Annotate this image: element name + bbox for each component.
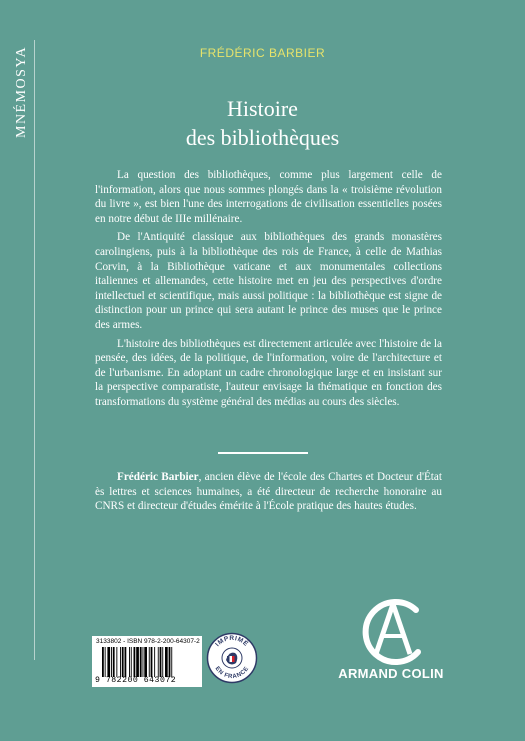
barcode-bar bbox=[136, 647, 139, 677]
stamp-top-text: IMPRIMÉ bbox=[214, 635, 250, 649]
blurb-paragraph: De l'Antiquité classique aux bibliothèques des grands monastères carolingiens, puis à la bibliothèque des rois de France, à celle de Mathias Corvin, à la Bibliothèque vaticane et aux monumentales collections italiennes et allemandes, cette histoire met en jeu des perspectives d'ordre intellectuel et scientifique, mais aussi politique : la bibliothèque est signe de distinction pour un prince qui sera autant le prince des muses que le prince des armes. bbox=[95, 231, 442, 331]
barcode-bar bbox=[154, 647, 155, 677]
publisher-name: ARMAND COLIN bbox=[338, 666, 444, 681]
barcode-bar bbox=[140, 647, 142, 677]
author-bio bbox=[95, 470, 442, 514]
stamp-bottom-text: EN FRANCE bbox=[213, 665, 251, 681]
blurb-paragraph: La question des bibliothèques, comme plus largement celle de l'information, alors que nous sommes plongés dans la « troisième révolution du livre », est bien l'une des interrogations de civilisation essentielles posées en notre début de IIIe millénaire. bbox=[95, 169, 442, 225]
blurb-paragraph: L'histoire des bibliothèques est directement articulée avec l'histoire de la pensée, des idées, de la politique, de l'information, voire de l'architecture et de l'urbanisme. En adoptant un cadre chronologique large et en insistant sur la perspective comparatiste, l'auteur envisage la thématique en fonction des transformations du système général des médias au cours des siècles. bbox=[95, 337, 442, 408]
isbn-line: 3133802 - ISBN 978-2-200-64307-2 bbox=[96, 638, 200, 645]
bio-text: , ancien élève de l'école des Chartes et Docteur d'État ès lettres et sciences humaines, a été directeur de recherche honoraire au CNRS et directeur d'études émérite à l'École pratique des hautes études. bbox=[95, 471, 442, 513]
barcode-bars bbox=[102, 647, 194, 677]
barcode-bar bbox=[158, 647, 159, 677]
barcode-bar bbox=[125, 647, 127, 677]
barcode-bar bbox=[165, 647, 168, 677]
separator-rule bbox=[218, 452, 308, 454]
bio-name: Frédéric Barbier bbox=[117, 471, 199, 483]
barcode-bar bbox=[169, 647, 171, 677]
barcode-bar bbox=[116, 647, 117, 677]
bio-paragraph bbox=[95, 470, 442, 514]
barcode-bar bbox=[151, 647, 153, 677]
barcode-bar bbox=[134, 647, 136, 677]
barcode bbox=[92, 636, 202, 687]
barcode-bar bbox=[149, 647, 150, 677]
blurb bbox=[95, 168, 442, 414]
armand-colin-logo-icon bbox=[336, 596, 446, 666]
barcode-bar bbox=[171, 647, 172, 677]
barcode-bar bbox=[131, 647, 132, 677]
barcode-bar bbox=[113, 647, 115, 677]
barcode-bar bbox=[144, 647, 147, 677]
imprime-en-france-stamp-icon bbox=[206, 632, 258, 684]
barcode-bar bbox=[162, 647, 163, 677]
title-line-1: Histoire bbox=[227, 96, 298, 121]
series-name: MNÉMOSYA bbox=[14, 45, 29, 138]
barcode-bar bbox=[129, 647, 130, 677]
barcode-bar bbox=[102, 647, 104, 677]
barcode-bar bbox=[120, 647, 121, 677]
barcode-bar bbox=[111, 647, 112, 677]
barcode-bar bbox=[105, 647, 106, 677]
title-line-2: des bibliothèques bbox=[185, 125, 340, 150]
barcode-digits: 9 782200 643072 bbox=[95, 676, 177, 685]
barcode-bar bbox=[143, 647, 144, 677]
barcode-bar bbox=[107, 647, 110, 677]
barcode-bar bbox=[122, 647, 124, 677]
barcode-bar bbox=[160, 647, 162, 677]
book-title bbox=[0, 94, 525, 152]
author-name: FRÉDÉRIC BARBIER bbox=[199, 46, 326, 60]
